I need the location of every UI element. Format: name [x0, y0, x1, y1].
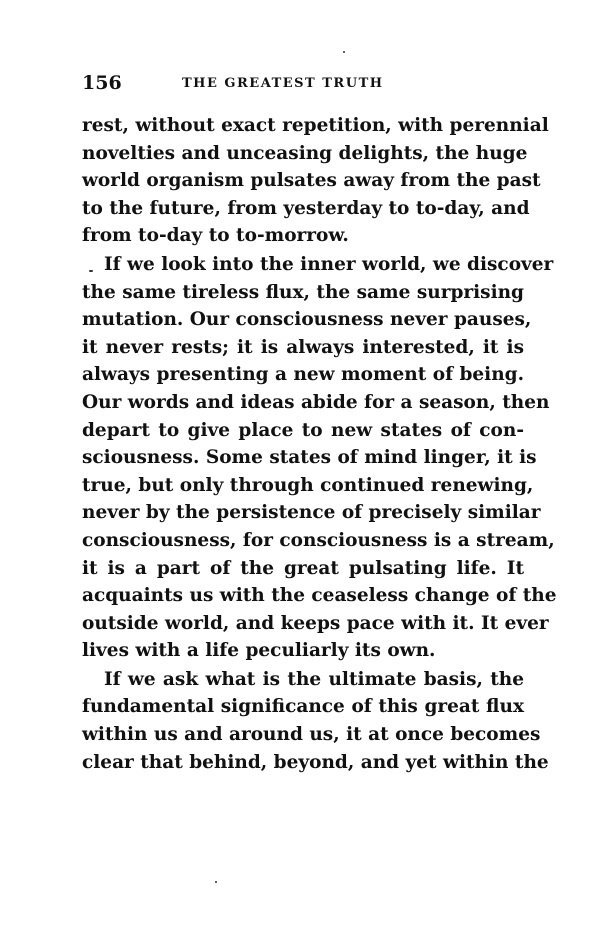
paragraph	[82, 251, 557, 665]
text-line: acquaints us with the ceaseless change of the	[82, 585, 557, 607]
text-line: always presenting a new moment of being.	[82, 364, 525, 386]
text-line: consciousness, for consciousness is a stream,	[82, 529, 555, 551]
text-line: to the future, from yesterday to to-day, and	[82, 197, 530, 219]
text-line: If we ask what is the ultimate basis, the	[104, 668, 524, 690]
text-line: true, but only through continued renewing,	[82, 474, 534, 496]
text-line: Our words and ideas abide for a season, then	[82, 391, 550, 413]
running-title: THE GREATEST TRUTH	[182, 76, 384, 91]
paragraph	[82, 112, 549, 250]
text-line: novelties and unceasing delights, the huge	[82, 142, 528, 164]
text-line: lives with a life peculiarly its own.	[82, 640, 436, 662]
text-line: it never rests; it is always interested, it is	[82, 336, 524, 358]
paragraph	[82, 666, 549, 776]
text-line: within us and around us, it at once becomes	[82, 724, 541, 746]
text-line: from to-day to to-morrow.	[82, 225, 349, 247]
text-line: fundamental significance of this great flux	[82, 696, 524, 718]
text-line: rest, without exact repetition, with perennial	[82, 115, 549, 136]
text-line: depart to give place to new states of con-	[82, 419, 524, 441]
text-line: outside world, and keeps pace with it. It ever	[82, 612, 549, 634]
text-line: never by the persistence of precisely similar	[82, 502, 541, 524]
text-line: the same tireless flux, the same surprising	[82, 281, 524, 303]
text-line: sciousness. Some states of mind linger, it is	[82, 447, 537, 469]
body-text	[82, 112, 557, 776]
text-line: mutation. Our consciousness never pauses,	[82, 309, 532, 331]
text-line: clear that behind, beyond, and yet within the	[82, 751, 549, 773]
text-line: it is a part of the great pulsating life. It	[82, 557, 524, 579]
text-line: world organism pulsates away from the past	[82, 170, 541, 192]
page-header	[82, 72, 524, 96]
text-line: If we look into the inner world, we discover	[104, 253, 554, 275]
scan-speck	[343, 51, 345, 53]
page-number: 156	[82, 72, 122, 94]
scan-speck	[215, 881, 217, 883]
